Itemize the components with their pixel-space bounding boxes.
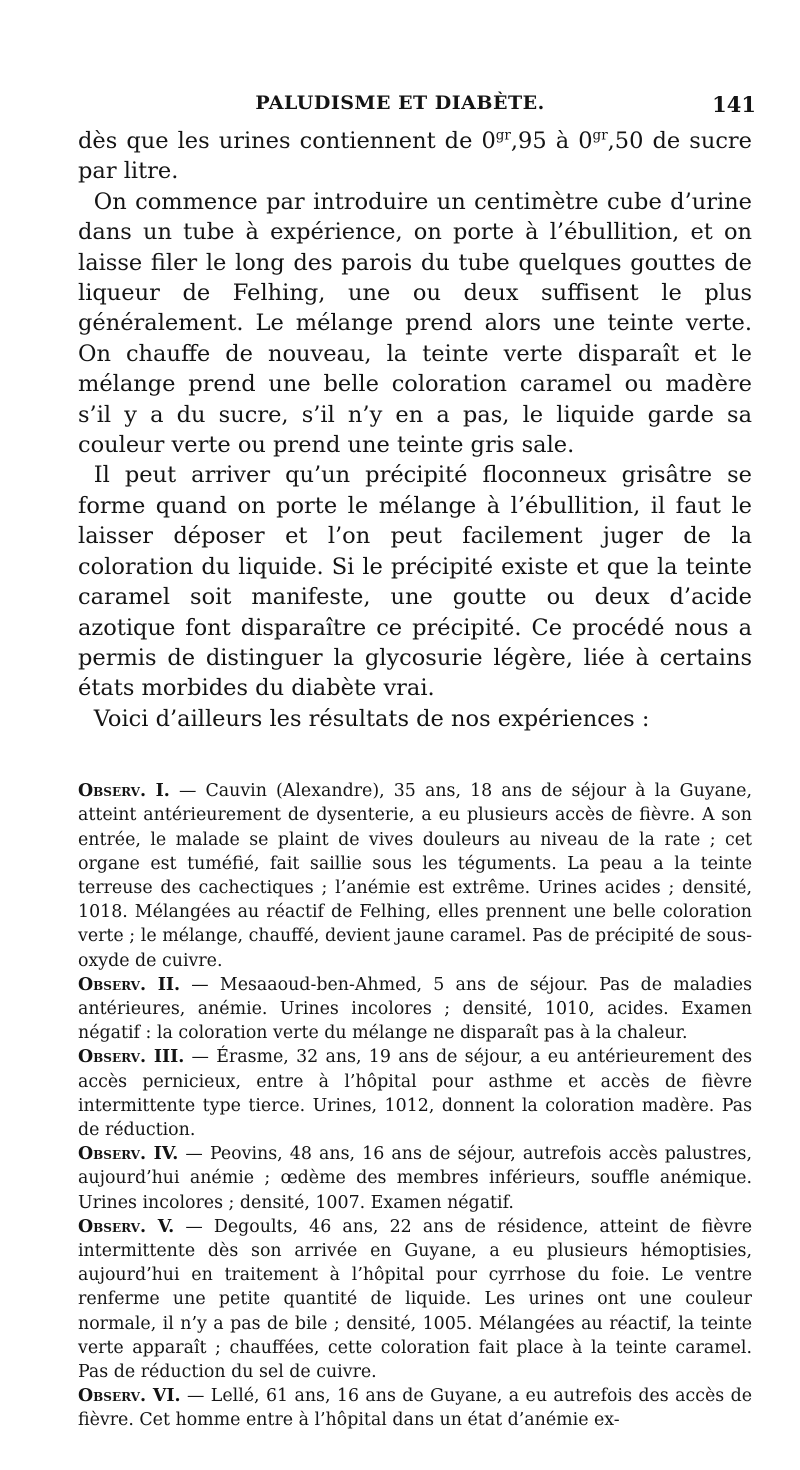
observation-5	[78, 1215, 752, 1384]
observation-label: Observ. IV.	[78, 1144, 179, 1165]
paragraph-1-text-b: ,95 à 0	[510, 128, 593, 154]
observation-text: — Lellé, 61 ans, 16 ans de Guyane, a eu autrefois des accès de fièvre. Cet homme entre à l’hôpital dans un état d’anémie ex-	[78, 1386, 752, 1431]
paragraph-1	[78, 126, 752, 187]
observation-4	[78, 1142, 752, 1215]
observations-list	[78, 779, 752, 1432]
paragraph-1-text-a: dès que les urines contiennent de 0	[78, 128, 496, 154]
observation-text: — Degoults, 46 ans, 22 ans de résidence, atteint de fièvre intermittente dès son arrivée en Guyane, a eu plusieurs hémoptisies, aujourd’hui en traitement à l’hôpital pour cyrrhose du foie. Le ventre renferme une petite quantité de liquide. Les urines ont une couleur normale, il n’y a pas de bile ; densité, 1005. Mélangées au réactif, la teinte verte apparaît ; chauffées, cette coloration fait place à la teinte caramel. Pas de réduction du sel de cuivre.	[78, 1216, 753, 1382]
paragraph-1-text-c: ,50 de sucre par litre.	[78, 128, 752, 185]
observation-label: Observ. VI.	[78, 1386, 181, 1407]
page-body	[78, 126, 752, 1433]
page-number: 141	[712, 92, 756, 117]
observation-2	[78, 973, 752, 1046]
observation-label: Observ. II.	[78, 974, 181, 995]
page-header	[0, 92, 800, 126]
paragraph-4: Voici d’ailleurs les résultats de nos expériences :	[93, 705, 650, 732]
main-text	[78, 126, 752, 734]
paragraph-2: On commence par introduire un centimètre cube d’urine dans un tube à expérience, on porte à l’ébullition, et on laisse filer le long des parois du tube quelques gouttes de liqueur de Felhing, une ou deux suffisent le plus généralement. Le mélange prend alors une teinte verte. On chauffe de nouveau, la teinte verte disparaît et le mélange prend une belle coloration caramel ou madère s’il y a du sucre, s’il n’y en a pas, le liquide garde sa couleur verte ou prend une teinte gris sale.	[78, 188, 752, 459]
unit-superscript: gr	[592, 127, 608, 144]
observation-text: — Cauvin (Alexandre), 35 ans, 18 ans de séjour à la Guyane, atteint antérieurement de dysenterie, a eu plusieurs accès de fièvre. A son entrée, le malade se plaint de vives douleurs au niveau de la rate ; cet organe est tuméfié, fait saillie sous les téguments. La peau a la teinte terreuse des cachectiques ; l’anémie est extrême. Urines acides ; densité, 1018. Mélangées au réactif de Felhing, elles prennent une belle coloration verte ; le mélange, chauffé, devient jaune caramel. Pas de précipité de sous-oxyde de cuivre.	[78, 781, 752, 971]
observation-1	[78, 779, 752, 973]
observation-6	[78, 1384, 752, 1432]
observation-label: Observ. I.	[78, 781, 170, 802]
observation-label: Observ. III.	[78, 1047, 185, 1068]
running-title: PALUDISME ET DIABÈTE.	[255, 92, 545, 114]
observation-text: — Érasme, 32 ans, 19 ans de séjour, a eu antérieurement des accès pernicieux, entre à l’hôpital pour asthme et accès de fièvre intermittente type tierce. Urines, 1012, donnent la coloration madère. Pas de réduction.	[78, 1047, 752, 1140]
observation-text: — Mesaaoud-ben-Ahmed, 5 ans de séjour. Pas de maladies antérieures, anémie. Urines incolores ; densité, 1010, acides. Examen négatif : la coloration verte du mélange ne disparaît pas à la chaleur.	[78, 974, 752, 1044]
paragraph-3: Il peut arriver qu’un précipité floconneux grisâtre se forme quand on porte le mélange à l’ébullition, il faut le laisser déposer et l’on peut facilement juger de la coloration du liquide. Si le précipité existe et que la teinte caramel soit manifeste, une goutte ou deux d’acide azotique font disparaître ce précipité. Ce procédé nous a permis de distinguer la glycosurie légère, liée à certains états morbides du diabète vrai.	[78, 462, 752, 702]
observation-3	[78, 1045, 752, 1142]
observation-text: — Peovins, 48 ans, 16 ans de séjour, autrefois accès palustres, aujourd’hui anémie ; œdème des membres inférieurs, souffle anémique. Urines incolores ; densité, 1007. Examen négatif.	[78, 1144, 752, 1213]
observation-label: Observ. V.	[78, 1216, 175, 1237]
unit-superscript: gr	[495, 127, 511, 144]
